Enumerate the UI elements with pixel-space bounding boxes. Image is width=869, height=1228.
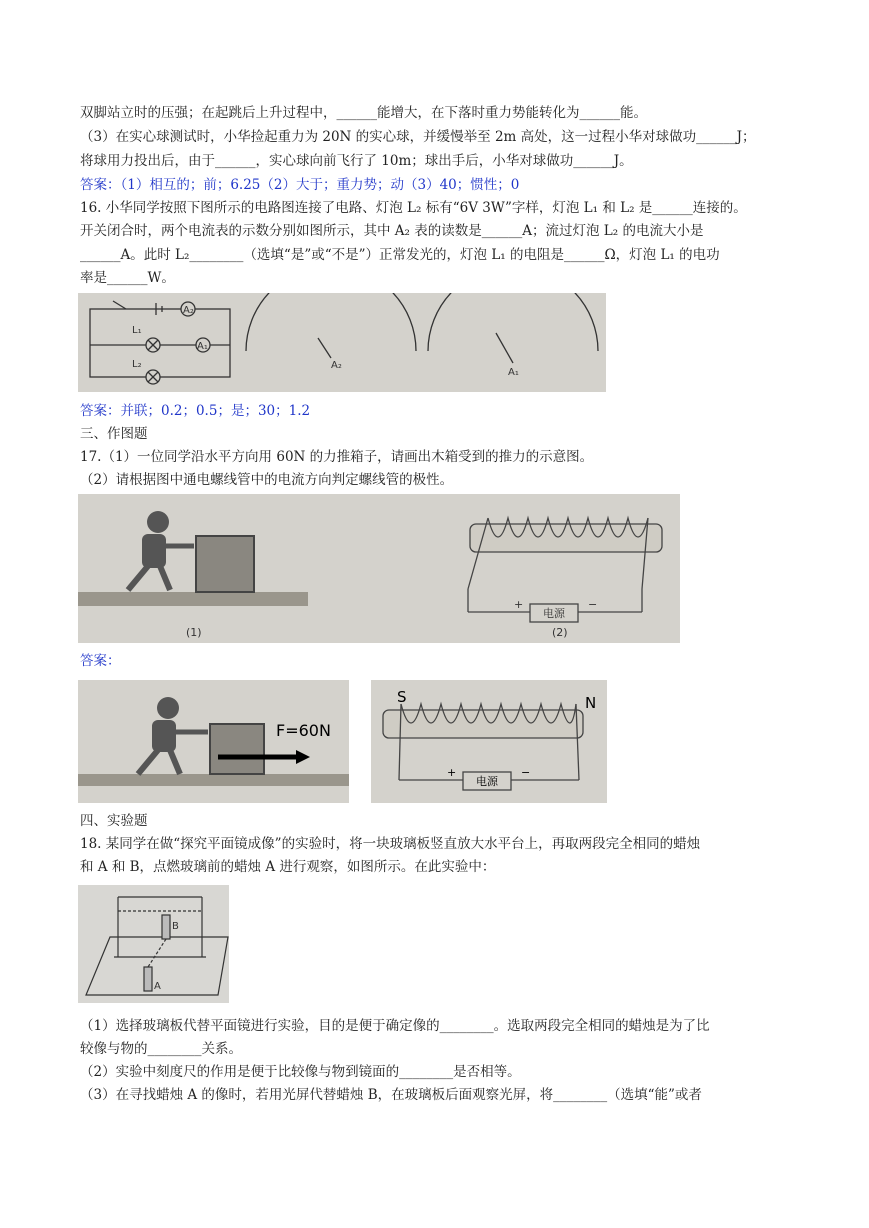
minus-label-answer: − (521, 766, 531, 779)
force-label: F=60N (276, 721, 331, 740)
lamp-l1-label: L₁ (132, 325, 142, 336)
power-label-17: 电源 (543, 607, 565, 620)
pole-n-label: N (585, 694, 597, 712)
minus-label-17: − (588, 598, 598, 611)
question-18-line-3: （1）选择玻璃板代替平面镜进行实验，目的是便于确定像的________。选取两段完全相同的蜡烛是为了比 (80, 1018, 710, 1034)
ammeter-a2-label: A₂ (183, 305, 194, 316)
lamp-l2-label: L₂ (132, 359, 142, 370)
text-line-3: 将球用力投出后，由于______，实心球向前飞行了 10m；球出手后，小华对球做功______J。 (80, 153, 633, 169)
answer-15: 答案：（1）相互的；前；6.25（2）大于；重力势；动（3）40；惯性；0 (80, 177, 520, 193)
question-17-line-1: 17.（1）一位同学沿水平方向用 60N 的力推箱子，请画出木箱受到的推力的示意图。 (80, 449, 594, 465)
question-18-line-4: 较像与物的________关系。 (80, 1041, 242, 1057)
plane-mirror-figure (78, 885, 229, 1003)
meter-1-label: A₂ (331, 360, 342, 371)
question-17-line-2: （2）请根据图中通电螺线管中的电流方向判定螺线管的极性。 (80, 472, 454, 488)
plus-label-17: + (514, 598, 524, 611)
candle-b-label: B (172, 921, 179, 932)
question-16-line-2: 开关闭合时，两个电流表的示数分别如图所示，其中 A₂ 表的读数是______A；流过灯泡 L₂ 的电流大小是 (80, 223, 704, 239)
question-18-line-5: （2）实验中刻度尺的作用是便于比较像与物到镜面的________是否相等。 (80, 1064, 521, 1080)
text-line-2: （3）在实心球测试时，小华捡起重力为 20N 的实心球，并缓慢举至 2m 高处，这一过程小华对球做功______J； (80, 129, 756, 145)
answer-17-figure-solenoid (371, 680, 607, 803)
meter-2-label: A₁ (508, 367, 519, 378)
text-line-1: 双脚站立时的压强；在起跳后上升过程中，______能增大，在下落时重力势能转化为______能。 (80, 105, 647, 121)
section-3-heading: 三、作图题 (80, 426, 148, 442)
ammeter-a1-label: A₁ (197, 341, 208, 352)
figure-17-label-1: (1) (186, 626, 202, 639)
figure-17 (78, 494, 680, 643)
figure-17-label-2: (2) (552, 626, 568, 639)
question-16-line-1: 16. 小华同学按照下图所示的电路图连接了电路、灯泡 L₂ 标有“6V 3W”字样，灯泡 L₁ 和 L₂ 是______连接的。 (80, 200, 747, 216)
question-16-line-3: ______A。此时 L₂________（选填“是”或“不是”）正常发光的，灯泡 L₁ 的电阻是______Ω，灯泡 L₁ 的电功 (80, 247, 720, 263)
circuit-figure (78, 293, 606, 392)
candle-a-label: A (154, 981, 161, 992)
power-label-answer: 电源 (476, 775, 498, 788)
pole-s-label: S (397, 688, 407, 706)
answer-17: 答案： (80, 653, 121, 669)
answer-17-figure-force (78, 680, 349, 803)
question-18-line-1: 18. 某同学在做“探究平面镜成像”的实验时，将一块玻璃板竖直放大水平台上，再取两段完全相同的蜡烛 (80, 836, 701, 852)
question-18-line-2: 和 A 和 B，点燃玻璃前的蜡烛 A 进行观察，如图所示。在此实验中： (80, 859, 496, 875)
section-4-heading: 四、实验题 (80, 813, 148, 829)
answer-16: 答案：并联；0.2；0.5；是；30；1.2 (80, 403, 311, 419)
question-18-line-6: （3）在寻找蜡烛 A 的像时，若用光屏代替蜡烛 B，在玻璃板后面观察光屏，将________（选填“能”或者 (80, 1087, 702, 1103)
question-16-line-4: 率是______W。 (80, 270, 175, 286)
plus-label-answer: + (447, 766, 457, 779)
